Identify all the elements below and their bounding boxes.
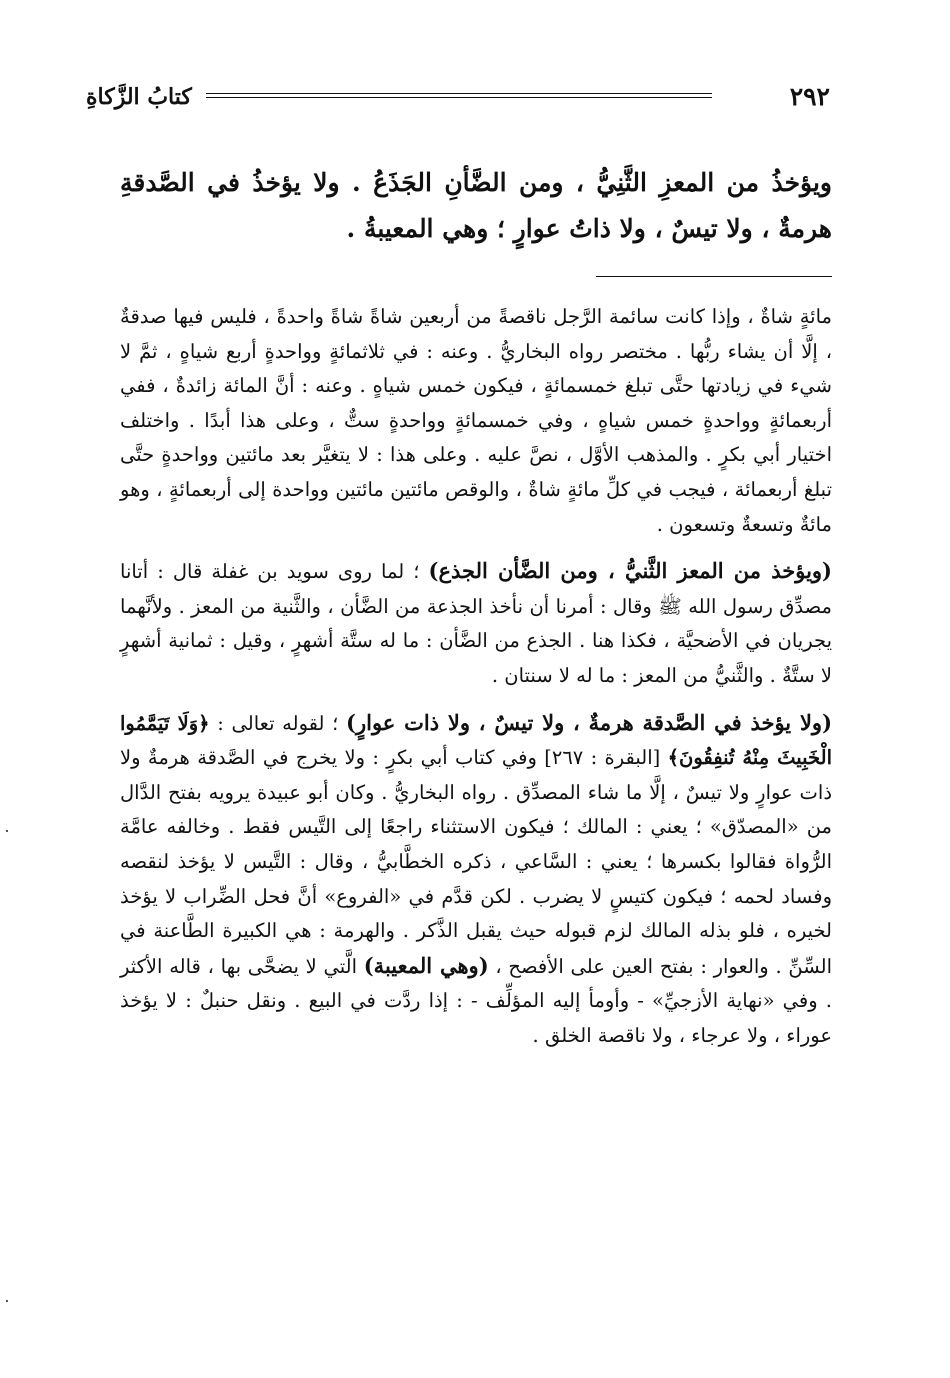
header-rule bbox=[206, 93, 712, 98]
quoted-matn-phrase: (وهي المعيبة) bbox=[363, 952, 489, 978]
scan-speck bbox=[6, 1300, 8, 1302]
quoted-matn-phrase: (ويؤخذ من المعز الثَّنيُّ ، ومن الضَّأن الجذع) bbox=[428, 558, 832, 584]
commentary-text: [البقرة : ٢٦٧] وفي كتاب أبي بكرٍ : ولا يخرج في الصَّدقة هرمةٌ ولا ذات عوارٍ ولا تيسٌ ، إلَّا ما شاء المصدِّق . رواه البخاريُّ . وكان أبو عبيدة يرويه بفتح الدَّال من «المصدّق» ؛ يعني : المالك ؛ فيكون الاستثناء راجعًا إلى التَّيس فقط . وخالفه عامَّة الرُّواة فقالوا بكسرها ؛ يعني : السَّاعي ، ذكره الخطَّابيُّ ، وقال : التَّيس لا يؤخذ لنقصه وفساد لحمه ؛ فيكون كتيسٍ لا يضرب . لكن قدَّم في «الفروع» أنَّ فحل الضِّراب لا يؤخذ لخيره ، فلو بذله المالك لزم قبوله حيث يقبل الذَّكر . والهرمة : هي الكبيرة الطَّاعنة في السِّنِّ . والعوار : بفتح العين على الأفصح ، bbox=[120, 746, 833, 978]
commentary-text: الَّتي لا يضحَّى بها ، قاله الأكثر . وفي «نهاية الأزجيِّ» - وأومأ إليه المؤلِّف - : إذا ردَّت في البيع . ونقل حنبلٌ : لا يؤخذ عوراء ، ولا عرجاء ، ولا ناقصة الخلق . bbox=[120, 954, 832, 1047]
separator-rule bbox=[596, 276, 832, 277]
page-number: ٢٩٢ bbox=[789, 82, 830, 111]
quran-verse: ﴿وَلَا تَيَمَّمُوا الْخَبِيثَ مِنْهُ تُنفِقُونَ﴾ bbox=[120, 711, 832, 770]
book-title: كتابُ الزَّكاةِ bbox=[86, 84, 192, 110]
matn-text-block bbox=[120, 160, 832, 252]
commentary-text: ؛ لقوله تعالى : bbox=[209, 711, 347, 735]
quoted-matn-phrase: (ولا يؤخذ في الصَّدقة هرمةٌ ، ولا تيسٌ ، ولا ذات عوارٍ) bbox=[346, 709, 832, 735]
scan-speck bbox=[6, 830, 8, 832]
commentary-paragraph-3 bbox=[120, 706, 832, 1054]
commentary-block bbox=[120, 300, 832, 1065]
matn-paragraph: ويؤخذُ من المعزِ الثَّنِيُّ ، ومن الضَّأنِ الجَذَعُ . ولا يؤخذُ في الصَّدقةِ هرمةٌ ، ولا تيسٌ ، ولا ذاتُ عوارٍ ؛ وهي المعيبةُ . bbox=[120, 168, 832, 243]
running-header bbox=[86, 80, 830, 120]
commentary-paragraph-2 bbox=[120, 554, 832, 693]
commentary-paragraph-1: مائةٍ شاةٌ ، وإذا كانت سائمة الرَّجل ناقصةً من أربعين شاةً شاةً واحدةً ، فليس فيها صدقةٌ ، إلَّا أن يشاء ربُّها . مختصر رواه البخاريُّ . وعنه : في ثلاثمائةٍ وواحدةٍ أربع شياهٍ ، ثمَّ لا شيء في زيادتها حتَّى تبلغ خمسمائةٍ ، فيكون خمس شياهٍ . وعنه : أنَّ المائة زائدةٌ ، ففي أربعمائةٍ وواحدةٍ خمس شياهٍ ، وفي خمسمائةٍ وواحدةٍ ستٌّ ، وعلى هذا أبدًا . واختلف اختيار أبي بكرٍ . والمذهب الأوَّل ، نصَّ عليه . وعلى هذا : لا يتغيَّر بعد مائتين وواحدةٍ حتَّى تبلغ أربعمائة ، فيجب في كلِّ مائةٍ شاةٌ ، والوقص مائتين مائتين وواحدة إلى أربعمائةٍ ، وهو مائةٌ وتسعةٌ وتسعون . bbox=[120, 305, 832, 536]
commentary-text: ؛ لما روى سويد بن غفلة قال : أتانا مصدِّق رسول الله ﷺ وقال : أمرنا أن نأخذ الجذعة من الضَّأن ، والثَّنية من المعز . ولأنَّهما يجريان في الأضحيَّة ، فكذا هنا . الجذع من الضَّأن : ما له ستَّة أشهرٍ ، وقيل : ثمانية أشهرٍ لا ستَّةٌ . والثَّنيُّ من المعز : ما له لا سنتان . bbox=[120, 560, 832, 687]
